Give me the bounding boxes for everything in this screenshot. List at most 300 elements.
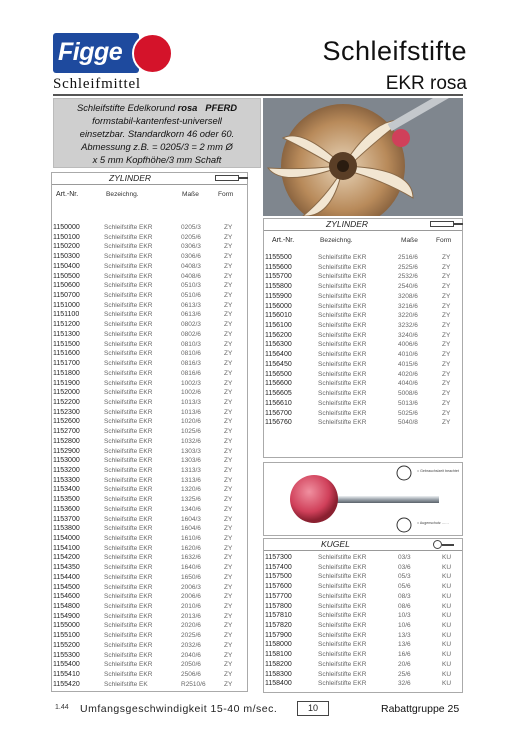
table-row <box>52 330 247 340</box>
form: ZY <box>224 369 233 377</box>
table-row <box>52 252 247 262</box>
article-number: 1156605 <box>265 390 292 398</box>
dimensions: 1650/6 <box>181 573 201 581</box>
dimensions: 4006/6 <box>398 341 418 349</box>
description: Schleifstifte EKR <box>318 341 367 349</box>
description: Schleifstifte EKR <box>104 671 153 679</box>
dimensions: 1313/6 <box>181 476 201 484</box>
article-number: 1150600 <box>53 282 80 290</box>
description: Schleifstifte EKR <box>318 390 367 398</box>
dimensions: 13/6 <box>398 641 411 649</box>
description: Schleifstifte EKR <box>104 486 153 494</box>
article-number: 1152900 <box>53 447 80 455</box>
article-number: 1154100 <box>53 544 80 552</box>
dimensions: 2025/6 <box>181 632 201 640</box>
form: ZY <box>224 457 233 465</box>
table-row <box>52 320 247 330</box>
dimensions: 3216/6 <box>398 302 418 310</box>
article-number: 1156610 <box>265 399 292 407</box>
form: ZY <box>442 390 451 398</box>
article-number: 1156760 <box>265 419 292 427</box>
table-row <box>52 262 247 272</box>
form: ZY <box>224 671 233 679</box>
form: KU <box>442 622 452 630</box>
description: Schleifstifte EKR <box>318 273 367 281</box>
form: ZY <box>224 466 233 474</box>
dimensions: 2006/3 <box>181 583 201 591</box>
description: Schleifstifte EKR <box>318 360 367 368</box>
description: Schleifstifte EKR <box>318 283 367 291</box>
page-subtitle: EKR rosa <box>385 73 467 94</box>
dimensions: 05/3 <box>398 573 411 581</box>
table-row <box>52 242 247 252</box>
description: Schleifstifte EKR <box>104 301 153 309</box>
dimensions: 2032/6 <box>181 641 201 649</box>
dimensions: 0205/6 <box>181 233 201 241</box>
table-row <box>264 321 462 331</box>
table-row <box>52 651 247 661</box>
dimensions: 08/6 <box>398 602 411 610</box>
dimensions: 1632/6 <box>181 554 201 562</box>
article-number: 1155800 <box>265 283 292 291</box>
description: Schleifstifte EKR <box>104 398 153 406</box>
table-row <box>52 602 247 612</box>
form: ZY <box>224 437 233 445</box>
dimensions: 1303/6 <box>181 457 201 465</box>
section-label: ZYLINDER <box>326 219 369 229</box>
description: Schleifstifte EKR <box>104 272 153 280</box>
description: Schleifstifte EKR <box>104 340 153 348</box>
header-rule <box>53 94 463 96</box>
dimensions: 1303/3 <box>181 447 201 455</box>
form: ZY <box>224 360 233 368</box>
dimensions: 1610/6 <box>181 535 201 542</box>
dimensions: 05/6 <box>398 583 411 591</box>
article-number: 1151300 <box>53 330 80 338</box>
description: Schleifstifte EKR <box>104 632 153 640</box>
form: ZY <box>224 622 233 630</box>
description: Schleifstifte EKR <box>318 322 367 330</box>
safety-note-bottom: = Augenschutz …… <box>417 521 449 525</box>
dimensions: 4015/6 <box>398 360 418 368</box>
table-row <box>52 621 247 631</box>
dimensions: 5040/8 <box>398 419 418 427</box>
article-number: 1157900 <box>265 631 292 639</box>
table-row <box>52 310 247 320</box>
dimensions: 0810/3 <box>181 340 201 348</box>
description-prefix: Schleifstifte Edelkorund <box>76 102 175 113</box>
description: Schleifstifte EKR <box>104 496 153 504</box>
article-number: 1155400 <box>53 661 80 669</box>
table-row <box>52 573 247 583</box>
article-number: 1158300 <box>265 670 292 678</box>
dimensions: 2050/6 <box>181 661 201 669</box>
form: ZY <box>442 419 451 427</box>
article-number: 1158400 <box>265 680 292 688</box>
form: ZY <box>224 330 233 338</box>
dimensions: 3220/6 <box>398 312 418 320</box>
article-number: 1150100 <box>53 233 80 241</box>
description-line-2: formstabil-kantenfest-universell <box>92 115 222 126</box>
description: Schleifstifte EKR <box>104 428 153 436</box>
article-number: 1153700 <box>53 515 80 523</box>
description: Schleifstifte EKR <box>318 592 367 600</box>
col-art-nr: Art.-Nr. <box>56 191 79 198</box>
column-header-row <box>52 185 247 205</box>
description: Schleifstifte EKR <box>104 292 153 300</box>
impeller-photo <box>263 98 463 216</box>
form: ZY <box>224 262 233 270</box>
form: ZY <box>442 322 451 330</box>
form: ZY <box>224 389 233 397</box>
dimensions: 10/3 <box>398 612 411 620</box>
description: Schleifstifte EKR <box>318 409 367 417</box>
description: Schleifstifte EKR <box>104 418 153 426</box>
table-row <box>264 350 462 360</box>
col-masse: Maße <box>401 237 418 244</box>
article-number: 1151600 <box>53 350 80 358</box>
form: ZY <box>224 292 233 300</box>
dimensions: 0408/6 <box>181 272 201 280</box>
table-row <box>52 359 247 369</box>
table-row <box>52 583 247 593</box>
col-form: Form <box>436 237 452 244</box>
form: KU <box>442 680 452 688</box>
form: KU <box>442 612 452 620</box>
table-row <box>264 631 462 641</box>
form: ZY <box>442 331 451 339</box>
description: Schleifstifte EKR <box>318 370 367 378</box>
table-row <box>52 631 247 641</box>
table-row <box>264 670 462 680</box>
description: Schleifstifte EKR <box>104 408 153 416</box>
package-quantity-box: 10 <box>297 701 329 716</box>
article-number: 1154500 <box>53 583 80 591</box>
dimensions: 1325/6 <box>181 496 201 504</box>
dimensions: 0802/3 <box>181 321 201 329</box>
description: Schleifstifte EKR <box>104 243 153 251</box>
col-masse: Maße <box>182 191 199 198</box>
article-number: 1156010 <box>265 312 292 320</box>
description: Schleifstifte EKR <box>318 302 367 310</box>
cylinder-shape-icon <box>430 221 454 227</box>
form: KU <box>442 602 452 610</box>
form: ZY <box>224 583 233 591</box>
article-number: 1151800 <box>53 369 80 377</box>
column-header-row <box>264 231 462 251</box>
table-row <box>264 360 462 370</box>
article-number: 1154800 <box>53 603 80 611</box>
form: ZY <box>224 428 233 436</box>
dimensions: 1020/6 <box>181 418 201 426</box>
table-row <box>52 223 247 233</box>
form: ZY <box>224 233 233 241</box>
table-row <box>264 418 462 428</box>
table-row <box>264 399 462 409</box>
article-number: 1155100 <box>53 632 80 640</box>
dimensions: 03/3 <box>398 554 411 561</box>
form: ZY <box>442 254 451 261</box>
article-number: 1158200 <box>265 660 292 668</box>
col-bezeichnung: Bezeichng. <box>320 237 353 244</box>
table-row <box>52 534 247 544</box>
article-number: 1155500 <box>265 254 292 261</box>
dimensions: 13/3 <box>398 631 411 639</box>
table-row <box>264 611 462 621</box>
dimensions: 32/6 <box>398 680 411 688</box>
table-row <box>264 292 462 302</box>
table-body <box>264 253 462 428</box>
description: Schleifstifte EKR <box>104 253 153 261</box>
description: Schleifstifte EKR <box>104 515 153 523</box>
article-number: 1154000 <box>53 535 80 542</box>
article-number: 1155000 <box>53 622 80 630</box>
form: KU <box>442 641 452 649</box>
description: Schleifstifte EKR <box>104 583 153 591</box>
article-number: 1153000 <box>53 457 80 465</box>
description-line-1 <box>54 101 260 114</box>
form: ZY <box>224 243 233 251</box>
form: ZY <box>224 224 233 231</box>
article-number: 1155410 <box>53 671 80 679</box>
speed-note: Umfangsgeschwindigkeit 15-40 m/sec. <box>80 703 278 715</box>
description: Schleifstifte EKR <box>104 369 153 377</box>
table-row <box>52 466 247 476</box>
dimensions: 2516/6 <box>398 254 418 261</box>
form: ZY <box>442 312 451 320</box>
form: KU <box>442 563 452 571</box>
form: ZY <box>224 544 233 552</box>
table-row <box>52 398 247 408</box>
description: Schleifstifte EKR <box>104 544 153 552</box>
description: Schleifstifte EKR <box>318 351 367 359</box>
figge-logo <box>53 33 171 73</box>
description: Schleifstifte EKR <box>318 331 367 339</box>
article-number: 1157300 <box>265 554 292 561</box>
form: ZY <box>224 476 233 484</box>
form: ZY <box>442 370 451 378</box>
description: Schleifstifte EKR <box>318 312 367 320</box>
table-row <box>264 621 462 631</box>
form: ZY <box>224 496 233 504</box>
form: ZY <box>224 661 233 669</box>
dimensions: 2040/6 <box>181 651 201 659</box>
form: ZY <box>442 409 451 417</box>
article-number: 1152800 <box>53 437 80 445</box>
form: ZY <box>224 554 233 562</box>
dimensions: 0205/3 <box>181 224 201 231</box>
description: Schleifstifte EKR <box>318 612 367 620</box>
article-number: 1150400 <box>53 262 80 270</box>
col-bezeichnung: Bezeichng. <box>106 191 139 198</box>
article-number: 1157700 <box>265 592 292 600</box>
table-row <box>52 544 247 554</box>
dimensions: 5008/6 <box>398 390 418 398</box>
description: Schleifstifte EKR <box>104 350 153 358</box>
table-row <box>52 301 247 311</box>
form: ZY <box>224 603 233 611</box>
description: Schleifstifte EKR <box>104 447 153 455</box>
description: Schleifstifte EKR <box>104 593 153 601</box>
section-label: ZYLINDER <box>109 173 152 183</box>
table-row <box>52 233 247 243</box>
col-art-nr: Art.-Nr. <box>272 237 295 244</box>
table-row <box>264 572 462 582</box>
table-row <box>52 563 247 573</box>
dimensions: 0816/3 <box>181 360 201 368</box>
description: Schleifstifte EKR <box>104 360 153 368</box>
form: ZY <box>442 283 451 291</box>
form: KU <box>442 631 452 639</box>
form: ZY <box>442 292 451 300</box>
article-number: 1154400 <box>53 573 80 581</box>
description: Schleifstifte EKR <box>318 419 367 427</box>
dimensions: 1002/3 <box>181 379 201 387</box>
table-row <box>52 485 247 495</box>
form: ZY <box>442 302 451 310</box>
form: ZY <box>442 351 451 359</box>
table-row <box>52 340 247 350</box>
description: Schleifstifte EKR <box>104 651 153 659</box>
dimensions: 2020/6 <box>181 622 201 630</box>
dimensions: 3208/6 <box>398 292 418 300</box>
article-number: 1155420 <box>53 680 80 688</box>
article-number: 1155900 <box>265 292 292 300</box>
dimensions: 1604/3 <box>181 515 201 523</box>
dimensions: 25/6 <box>398 670 411 678</box>
article-number: 1152700 <box>53 428 80 436</box>
description: Schleifstifte EKR <box>104 224 153 231</box>
form: ZY <box>224 515 233 523</box>
table-row <box>52 670 247 680</box>
section-header-kugel <box>264 539 462 551</box>
table-row <box>264 302 462 312</box>
article-number: 1150300 <box>53 253 80 261</box>
page-reference: 1.44 <box>55 704 69 711</box>
table-row <box>264 311 462 321</box>
zylinder-table-right <box>263 218 463 458</box>
form: ZY <box>224 350 233 358</box>
dimensions: 1320/6 <box>181 486 201 494</box>
article-number: 1151900 <box>53 379 80 387</box>
form: KU <box>442 554 452 561</box>
description: Schleifstifte EKR <box>318 380 367 388</box>
article-number: 1151000 <box>53 301 80 309</box>
description-line-5: x 5 mm Kopfhöhe/3 mm Schaft <box>92 154 222 165</box>
table-row <box>52 349 247 359</box>
table-row <box>52 388 247 398</box>
description-line-4: Abmessung z.B. = 0205/3 = 2 mm Ø <box>81 141 233 152</box>
description: Schleifstifte EKR <box>104 233 153 241</box>
table-spacer <box>52 205 247 223</box>
description-rosa: rosa <box>177 102 198 113</box>
form: ZY <box>224 573 233 581</box>
form: ZY <box>442 273 451 281</box>
description: Schleifstifte EKR <box>104 622 153 630</box>
dimensions: 0816/6 <box>181 369 201 377</box>
description: Schleifstifte EKR <box>318 563 367 571</box>
article-number: 1153300 <box>53 476 80 484</box>
table-row <box>52 495 247 505</box>
dimensions: 0510/6 <box>181 292 201 300</box>
table-body <box>52 223 247 690</box>
table-row <box>264 340 462 350</box>
article-number: 1151700 <box>53 360 80 368</box>
table-row <box>52 427 247 437</box>
table-row <box>52 505 247 515</box>
table-row <box>52 660 247 670</box>
description-line-3: einsetzbar. Standardkorn 46 oder 60. <box>79 128 235 139</box>
table-row <box>264 263 462 273</box>
form: ZY <box>224 564 233 572</box>
form: ZY <box>224 535 233 542</box>
article-number: 1151200 <box>53 321 80 329</box>
description: Schleifstifte EKR <box>318 651 367 659</box>
description: Schleifstifte EKR <box>318 583 367 591</box>
table-row <box>264 582 462 592</box>
dimensions: 1013/3 <box>181 398 201 406</box>
description: Schleifstifte EKR <box>104 311 153 319</box>
form: ZY <box>224 379 233 387</box>
form: ZY <box>224 408 233 416</box>
table-row <box>264 640 462 650</box>
dimensions: 2532/6 <box>398 273 418 281</box>
description: Schleifstifte EKR <box>104 525 153 533</box>
article-number: 1150500 <box>53 272 80 280</box>
description: Schleifstifte EKR <box>318 641 367 649</box>
description: Schleifstifte EKR <box>104 282 153 290</box>
dimensions: 1002/6 <box>181 389 201 397</box>
table-row <box>52 369 247 379</box>
dimensions: 1640/6 <box>181 564 201 572</box>
form: ZY <box>224 301 233 309</box>
dimensions: 16/6 <box>398 651 411 659</box>
article-number: 1157820 <box>265 622 292 630</box>
article-number: 1156100 <box>265 322 292 330</box>
kugel-product-image <box>263 462 463 536</box>
article-number: 1153800 <box>53 525 80 533</box>
form: ZY <box>224 612 233 620</box>
form: ZY <box>442 360 451 368</box>
description: Schleifstifte EK <box>104 680 148 688</box>
dimensions: 3232/6 <box>398 322 418 330</box>
dimensions: 2525/6 <box>398 263 418 271</box>
form: ZY <box>224 418 233 426</box>
dimensions: 4020/6 <box>398 370 418 378</box>
dimensions: 4010/6 <box>398 351 418 359</box>
description: Schleifstifte EKR <box>318 292 367 300</box>
article-number: 1156600 <box>265 380 292 388</box>
table-row <box>52 417 247 427</box>
article-number: 1150200 <box>53 243 80 251</box>
form: KU <box>442 670 452 678</box>
form: KU <box>442 651 452 659</box>
table-row <box>52 437 247 447</box>
table-row <box>264 253 462 263</box>
dimensions: 0306/6 <box>181 253 201 261</box>
form: ZY <box>442 399 451 407</box>
table-row <box>52 592 247 602</box>
description: Schleifstifte EKR <box>318 399 367 407</box>
impeller-illustration <box>263 98 463 216</box>
dimensions: 2010/6 <box>181 603 201 611</box>
article-number: 1157400 <box>265 563 292 571</box>
description: Schleifstifte EKR <box>104 389 153 397</box>
dimensions: 1604/6 <box>181 525 201 533</box>
description: Schleifstifte EKR <box>104 641 153 649</box>
article-number: 1151500 <box>53 340 80 348</box>
table-row <box>52 612 247 622</box>
